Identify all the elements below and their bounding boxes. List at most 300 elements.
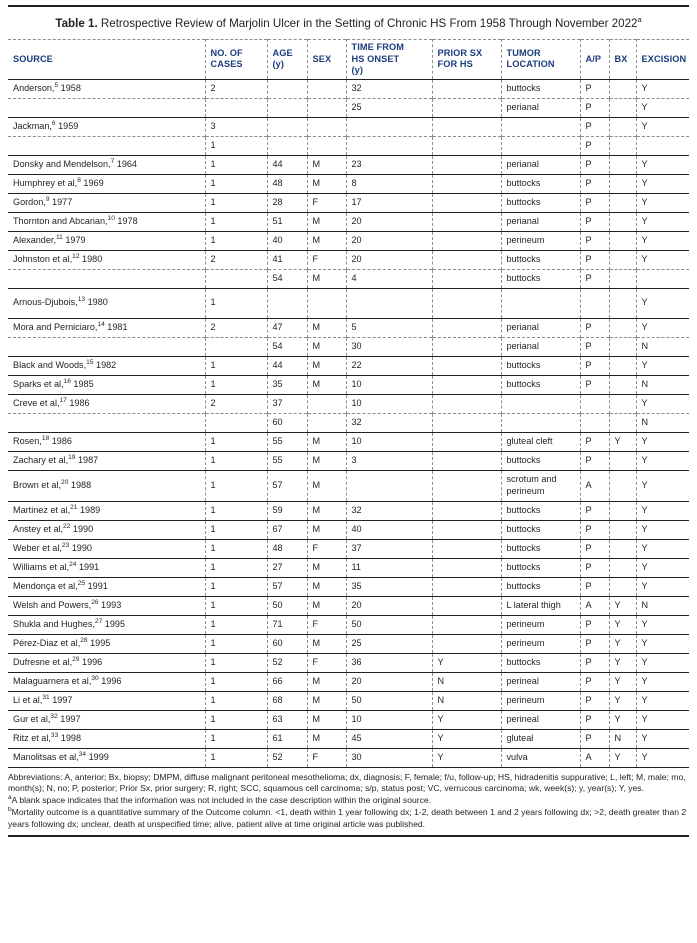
- cell-bx: [609, 288, 636, 318]
- cell-age: 59: [267, 501, 307, 520]
- cell-time: 30: [346, 748, 432, 767]
- cell-time: 25: [346, 98, 432, 117]
- table-row: [8, 596, 689, 615]
- cell-age: 37: [267, 394, 307, 413]
- cell-cases: 1: [205, 193, 267, 212]
- cell-tumor: buttocks: [501, 539, 580, 558]
- cell-prior: [432, 375, 501, 394]
- source-reference: 27: [94, 617, 103, 625]
- cell-age: [267, 79, 307, 98]
- cell-ap: P: [580, 615, 609, 634]
- table-row: [8, 615, 689, 634]
- source-name: Rosen,: [13, 435, 42, 446]
- cell-cases: 2: [205, 394, 267, 413]
- cell-tumor: [501, 413, 580, 432]
- cell-cases: 1: [205, 748, 267, 767]
- source-reference: 24: [69, 560, 77, 568]
- cell-prior: [432, 470, 501, 501]
- cell-bx: [609, 470, 636, 501]
- cell-sex: [307, 394, 346, 413]
- source-name: Anstey et al,: [13, 523, 64, 534]
- source-reference: 8: [77, 176, 81, 184]
- source-reference: 7: [110, 157, 115, 165]
- source-year: 1993: [98, 599, 122, 610]
- cell-age: 41: [267, 250, 307, 269]
- cell-prior: [432, 558, 501, 577]
- cell-sex: M: [307, 691, 346, 710]
- cell-tumor: perianal: [501, 98, 580, 117]
- cell-excision: N: [636, 337, 689, 356]
- cell-sex: M: [307, 337, 346, 356]
- source-year: 1995: [102, 618, 126, 629]
- cell-excision: Y: [636, 79, 689, 98]
- table-row: [8, 634, 689, 653]
- cell-prior: [432, 615, 501, 634]
- table-row: [8, 98, 689, 117]
- cell-tumor: buttocks: [501, 269, 580, 288]
- cell-cases: 2: [205, 250, 267, 269]
- cell-cases: [205, 98, 267, 117]
- cell-source: [8, 432, 205, 451]
- cell-source: [8, 288, 205, 318]
- cell-prior: Y: [432, 748, 501, 767]
- source-reference: 32: [50, 712, 58, 720]
- cell-age: [267, 98, 307, 117]
- cell-prior: [432, 520, 501, 539]
- table-row: [8, 117, 689, 136]
- cell-cases: 1: [205, 432, 267, 451]
- cell-ap: P: [580, 672, 609, 691]
- cell-age: 40: [267, 231, 307, 250]
- source-reference: 20: [61, 478, 69, 486]
- cell-sex: M: [307, 231, 346, 250]
- cell-source: [8, 269, 205, 288]
- footnote-a-text: A blank space indicates that the information was not included in the case description within the original source.: [11, 795, 432, 806]
- cell-ap: P: [580, 520, 609, 539]
- cell-tumor: buttocks: [501, 501, 580, 520]
- table-row: [8, 394, 689, 413]
- source-name: Martinez et al,: [13, 504, 71, 515]
- cell-age: 57: [267, 577, 307, 596]
- column-header-ap: A/P: [580, 40, 609, 80]
- cell-time: 3: [346, 451, 432, 470]
- cell-cases: 1: [205, 691, 267, 710]
- cell-prior: N: [432, 672, 501, 691]
- cell-source: [8, 250, 205, 269]
- cell-excision: N: [636, 596, 689, 615]
- cell-excision: Y: [636, 231, 689, 250]
- cell-bx: [609, 539, 636, 558]
- cell-tumor: gluteal: [501, 729, 580, 748]
- source-reference: 31: [42, 693, 50, 701]
- cell-ap: P: [580, 432, 609, 451]
- source-year: 1987: [75, 454, 99, 465]
- cell-cases: 1: [205, 672, 267, 691]
- cell-sex: [307, 413, 346, 432]
- column-header-tumor-location: TUMOR LOCATION: [501, 40, 580, 80]
- table-title-superscript: a: [637, 15, 642, 25]
- cell-tumor: perineum: [501, 231, 580, 250]
- cell-ap: P: [580, 193, 609, 212]
- cell-cases: 1: [205, 470, 267, 501]
- footnote-a-marker: a: [8, 794, 12, 802]
- cell-excision: Y: [636, 193, 689, 212]
- cell-tumor: perianal: [501, 318, 580, 337]
- cell-ap: P: [580, 653, 609, 672]
- cell-bx: [609, 577, 636, 596]
- cell-bx: [609, 193, 636, 212]
- cell-age: 57: [267, 470, 307, 501]
- cell-prior: [432, 577, 501, 596]
- cell-cases: 1: [205, 615, 267, 634]
- cell-sex: [307, 288, 346, 318]
- source-year: 1959: [55, 120, 79, 131]
- table-row: [8, 501, 689, 520]
- cell-tumor: [501, 288, 580, 318]
- source-name: Manolitsas et al,: [13, 751, 79, 762]
- cell-source: [8, 558, 205, 577]
- cell-time: 50: [346, 615, 432, 634]
- cell-source: [8, 634, 205, 653]
- cell-prior: [432, 117, 501, 136]
- cell-tumor: buttocks: [501, 375, 580, 394]
- cell-bx: [609, 318, 636, 337]
- cell-sex: M: [307, 451, 346, 470]
- table-footnotes: [8, 768, 689, 832]
- cell-cases: 2: [205, 318, 267, 337]
- cell-excision: Y: [636, 318, 689, 337]
- cell-sex: F: [307, 653, 346, 672]
- cell-bx: [609, 501, 636, 520]
- source-reference: 26: [91, 598, 99, 606]
- cell-prior: [432, 212, 501, 231]
- cell-age: 60: [267, 634, 307, 653]
- cell-source: [8, 318, 205, 337]
- cell-excision: Y: [636, 174, 689, 193]
- source-name: Welsh and Powers,: [13, 599, 92, 610]
- source-name: Ritz et al,: [13, 732, 51, 743]
- cell-tumor: perineum: [501, 691, 580, 710]
- cell-prior: [432, 451, 501, 470]
- cell-excision: Y: [636, 520, 689, 539]
- source-name: Sparks et al,: [13, 378, 64, 389]
- cell-age: [267, 117, 307, 136]
- cell-prior: [432, 432, 501, 451]
- cell-ap: P: [580, 250, 609, 269]
- cell-tumor: buttocks: [501, 451, 580, 470]
- cell-sex: M: [307, 212, 346, 231]
- footnote-abbreviations: Abbreviations: A, anterior; Bx, biopsy; DMPM, diffuse malignant peritoneal mesothelioma; dx, diagnosis; F, female; f/u, follow-up; HS, hidradenitis suppurative; L, left; M, male; mo, month(s); N, no; P, posterior; Prior Sx, prior surgery; R, right; SCC, squamous cell carcinoma; s/p, status post; VC, verrucous carcinoma; wk, week(s); y, year(s); Y, yes.: [8, 771, 686, 794]
- cell-prior: [432, 98, 501, 117]
- cell-prior: [432, 394, 501, 413]
- cell-ap: P: [580, 136, 609, 155]
- cell-sex: M: [307, 710, 346, 729]
- cell-sex: F: [307, 539, 346, 558]
- cell-source: [8, 710, 205, 729]
- footnote-b: [8, 807, 689, 831]
- cell-source: [8, 375, 205, 394]
- cell-cases: [205, 337, 267, 356]
- cell-time: 45: [346, 729, 432, 748]
- cell-ap: A: [580, 748, 609, 767]
- cell-bx: [609, 117, 636, 136]
- table-row: [8, 653, 689, 672]
- bottom-rule: [8, 835, 689, 837]
- cell-prior: [432, 337, 501, 356]
- cell-tumor: perineum: [501, 634, 580, 653]
- cell-source: [8, 98, 205, 117]
- cell-time: [346, 288, 432, 318]
- source-name: Alexander,: [13, 234, 56, 245]
- source-year: 1986: [49, 435, 72, 446]
- footnote-b-marker: b: [8, 806, 12, 814]
- table-row: [8, 691, 689, 710]
- cell-excision: Y: [636, 250, 689, 269]
- cell-age: 66: [267, 672, 307, 691]
- cell-source: [8, 653, 205, 672]
- cell-tumor: [501, 394, 580, 413]
- source-reference: 5: [54, 81, 59, 89]
- cell-ap: P: [580, 710, 609, 729]
- table-row: [8, 136, 689, 155]
- cell-bx: [609, 136, 636, 155]
- cell-source: [8, 212, 205, 231]
- cell-tumor: perineal: [501, 672, 580, 691]
- cell-ap: P: [580, 98, 609, 117]
- cell-sex: M: [307, 672, 346, 691]
- table-row: [8, 558, 689, 577]
- cell-age: 61: [267, 729, 307, 748]
- cell-age: 48: [267, 539, 307, 558]
- cell-time: 23: [346, 155, 432, 174]
- cell-cases: 1: [205, 501, 267, 520]
- cell-excision: Y: [636, 558, 689, 577]
- cell-sex: M: [307, 470, 346, 501]
- source-name: Creve et al,: [13, 397, 60, 408]
- cell-prior: [432, 174, 501, 193]
- cell-age: 68: [267, 691, 307, 710]
- cell-sex: [307, 79, 346, 98]
- source-name: Zachary et al,: [13, 454, 69, 465]
- cell-excision: Y: [636, 653, 689, 672]
- cell-tumor: buttocks: [501, 577, 580, 596]
- cell-tumor: gluteal cleft: [501, 432, 580, 451]
- cell-cases: 1: [205, 710, 267, 729]
- cell-tumor: perineal: [501, 710, 580, 729]
- source-reference: 14: [97, 320, 105, 328]
- source-name: Gur et al,: [13, 713, 51, 724]
- cell-ap: P: [580, 79, 609, 98]
- cell-bx: [609, 394, 636, 413]
- source-year: 1969: [80, 177, 104, 188]
- cell-excision: Y: [636, 710, 689, 729]
- source-reference: 13: [77, 296, 86, 304]
- cell-age: [267, 136, 307, 155]
- cell-ap: P: [580, 318, 609, 337]
- header-row: [8, 40, 689, 80]
- source-reference: 22: [63, 522, 71, 530]
- source-year: 1996: [98, 675, 122, 686]
- source-year: 1991: [76, 561, 100, 572]
- source-year: 1986: [66, 397, 90, 408]
- cell-source: [8, 337, 205, 356]
- cell-time: [346, 117, 432, 136]
- table-row: [8, 375, 689, 394]
- cell-age: 27: [267, 558, 307, 577]
- table-row: [8, 356, 689, 375]
- source-year: 1997: [57, 713, 81, 724]
- cell-age: 55: [267, 451, 307, 470]
- table-row: [8, 288, 689, 318]
- source-reference: 34: [78, 750, 87, 758]
- source-year: 1980: [79, 253, 103, 264]
- cell-time: 10: [346, 394, 432, 413]
- source-year: 1977: [49, 196, 73, 207]
- cell-time: 40: [346, 520, 432, 539]
- cell-time: 4: [346, 269, 432, 288]
- table-row: [8, 155, 689, 174]
- source-year: 1981: [104, 321, 128, 332]
- cell-age: [267, 288, 307, 318]
- cell-cases: 1: [205, 356, 267, 375]
- source-name: Black and Woods,: [13, 359, 87, 370]
- table-row: [8, 212, 689, 231]
- cell-excision: Y: [636, 356, 689, 375]
- source-reference: 29: [72, 655, 80, 663]
- source-name: Williams et al,: [13, 561, 70, 572]
- cell-excision: Y: [636, 117, 689, 136]
- cell-bx: [609, 155, 636, 174]
- source-name: Li et al,: [13, 694, 43, 705]
- cell-source: [8, 394, 205, 413]
- cell-age: 44: [267, 356, 307, 375]
- cell-ap: P: [580, 691, 609, 710]
- cell-time: 50: [346, 691, 432, 710]
- table-row: [8, 250, 689, 269]
- column-header-source: SOURCE: [8, 40, 205, 80]
- cell-excision: Y: [636, 634, 689, 653]
- table-row: [8, 520, 689, 539]
- column-header-no-of-cases: NO. OF CASES: [205, 40, 267, 80]
- cell-bx: Y: [609, 748, 636, 767]
- cell-prior: [432, 193, 501, 212]
- cell-time: 20: [346, 231, 432, 250]
- cell-ap: [580, 413, 609, 432]
- source-year: 1989: [77, 504, 101, 515]
- cell-source: [8, 748, 205, 767]
- cell-source: [8, 615, 205, 634]
- cell-time: 17: [346, 193, 432, 212]
- source-name: Gordon,: [13, 196, 46, 207]
- cell-source: [8, 413, 205, 432]
- cell-tumor: perianal: [501, 212, 580, 231]
- cell-excision: [636, 269, 689, 288]
- cell-bx: [609, 558, 636, 577]
- cell-ap: P: [580, 375, 609, 394]
- source-name: Mendonça et al,: [13, 580, 78, 591]
- source-year: 1995: [87, 637, 111, 648]
- cell-cases: 1: [205, 653, 267, 672]
- source-name: Jackman,: [13, 120, 52, 131]
- cell-ap: P: [580, 337, 609, 356]
- table-header: [8, 40, 689, 80]
- cell-excision: Y: [636, 394, 689, 413]
- source-reference: 9: [45, 195, 50, 203]
- cell-cases: 1: [205, 375, 267, 394]
- cell-tumor: perianal: [501, 337, 580, 356]
- cell-bx: Y: [609, 596, 636, 615]
- table-row: [8, 672, 689, 691]
- cell-cases: 1: [205, 577, 267, 596]
- column-header-bx: BX: [609, 40, 636, 80]
- source-year: 1990: [70, 523, 94, 534]
- table-row: [8, 79, 689, 98]
- cell-sex: F: [307, 748, 346, 767]
- cell-bx: [609, 231, 636, 250]
- source-reference: 15: [86, 358, 94, 366]
- source-year: 1988: [68, 479, 92, 490]
- cell-bx: Y: [609, 615, 636, 634]
- table-page: [0, 5, 697, 943]
- cell-time: 30: [346, 337, 432, 356]
- cell-bx: [609, 451, 636, 470]
- source-name: Anderson,: [13, 82, 55, 93]
- column-header-prior-sx-for-hs: PRIOR SX FOR HS: [432, 40, 501, 80]
- cell-source: [8, 356, 205, 375]
- cell-age: 50: [267, 596, 307, 615]
- cell-sex: M: [307, 269, 346, 288]
- cell-prior: [432, 356, 501, 375]
- cell-ap: P: [580, 451, 609, 470]
- cell-ap: P: [580, 174, 609, 193]
- table-row: [8, 748, 689, 767]
- cell-prior: Y: [432, 653, 501, 672]
- cell-time: 20: [346, 596, 432, 615]
- source-reference: 10: [107, 214, 115, 222]
- cell-source: [8, 79, 205, 98]
- cell-time: [346, 470, 432, 501]
- source-name: Mora and Perniciaro,: [13, 321, 98, 332]
- cell-tumor: buttocks: [501, 558, 580, 577]
- cell-time: 32: [346, 413, 432, 432]
- cell-cases: 1: [205, 451, 267, 470]
- cell-prior: [432, 634, 501, 653]
- cell-age: 54: [267, 337, 307, 356]
- cell-excision: Y: [636, 539, 689, 558]
- cell-excision: Y: [636, 748, 689, 767]
- cell-age: 51: [267, 212, 307, 231]
- table-row: [8, 451, 689, 470]
- source-reference: 23: [61, 541, 70, 549]
- cell-source: [8, 691, 205, 710]
- source-year: 1997: [49, 694, 73, 705]
- cell-bx: [609, 98, 636, 117]
- cell-excision: Y: [636, 155, 689, 174]
- cell-ap: P: [580, 117, 609, 136]
- cell-prior: [432, 269, 501, 288]
- cell-time: 20: [346, 250, 432, 269]
- cell-sex: M: [307, 596, 346, 615]
- source-reference: 21: [70, 503, 78, 511]
- source-name: Malaguarnera et al,: [13, 675, 92, 686]
- cell-prior: N: [432, 691, 501, 710]
- source-name: Donsky and Mendelson,: [13, 158, 111, 169]
- cell-ap: P: [580, 212, 609, 231]
- cell-sex: [307, 98, 346, 117]
- cell-cases: 1: [205, 558, 267, 577]
- table-title-label: Table 1.: [55, 17, 98, 30]
- cell-time: 20: [346, 212, 432, 231]
